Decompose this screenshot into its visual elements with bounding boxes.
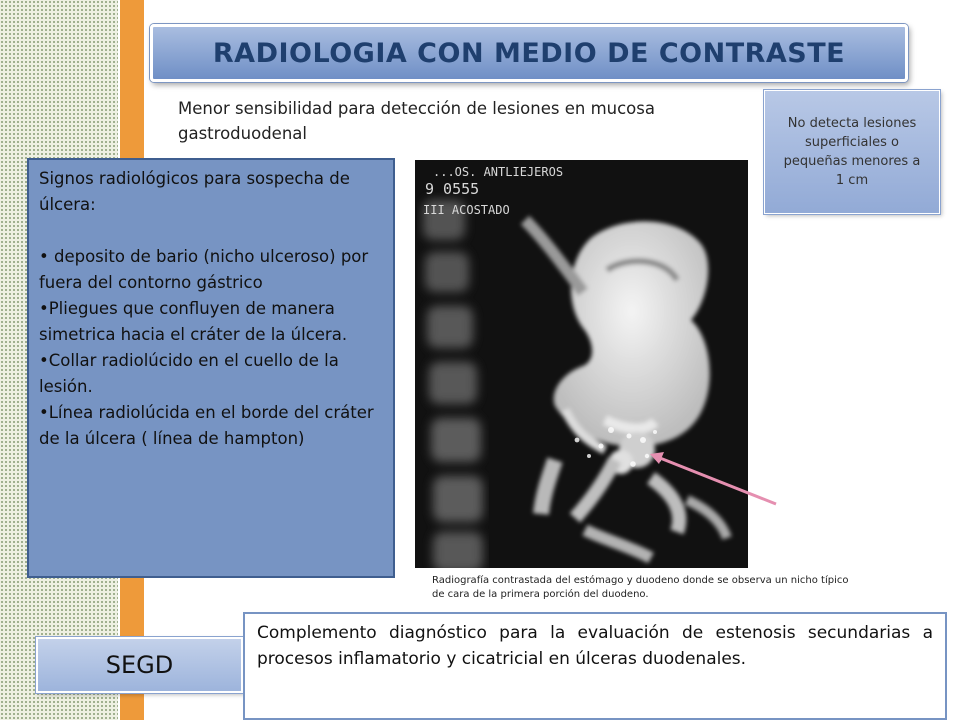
signs-box (27, 158, 395, 578)
complement-box (243, 612, 947, 720)
image-caption: Radiografía contrastada del estómago y duodeno donde se observa un nicho típico de cara de la primera porción del duodeno. (432, 575, 849, 600)
page-title: RADIOLOGIA CON MEDIO DE CONTRASTE (212, 37, 846, 69)
complement-text: Complemento diagnóstico para la evaluación de estenosis secundarias a procesos inflamatorio y cicatricial en úlceras duodenales. (257, 623, 933, 669)
film-label: 9 0555 (425, 180, 480, 198)
xray-illustration (415, 160, 748, 568)
signs-item: • deposito de bario (nicho ulceroso) por fuera del contorno gástrico (39, 247, 369, 292)
note-text: No detecta lesiones superficiales o pequeñas menores a 1 cm (783, 116, 921, 188)
segd-box (36, 637, 243, 693)
film-label: ...OS. ANTLIEJEROS (433, 165, 564, 179)
signs-list (39, 244, 383, 452)
title-banner (150, 24, 908, 82)
signs-item: •Collar radiolúcido en el cuello de la lesión. (39, 351, 339, 396)
xray-image (415, 160, 748, 568)
segd-label: SEGD (105, 651, 174, 679)
signs-heading: Signos radiológicos para sospecha de úlcera: (39, 169, 350, 214)
signs-item: •Línea radiolúcida en el borde del cráter de la úlcera ( línea de hampton) (39, 403, 374, 448)
subtitle-text: Menor sensibilidad para detección de lesiones en mucosa gastroduodenal (178, 99, 655, 143)
signs-item: •Pliegues que confluyen de manera simetrica hacia el cráter de la úlcera. (39, 299, 348, 344)
spacer (39, 218, 383, 244)
film-label: III ACOSTADO (423, 203, 510, 217)
note-box (764, 90, 940, 214)
